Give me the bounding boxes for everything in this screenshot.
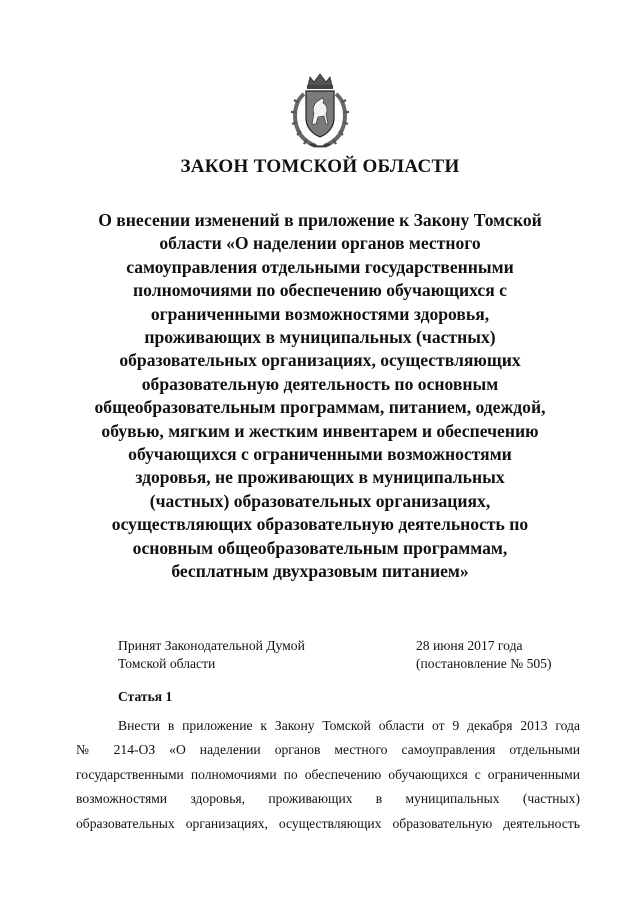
law-title [60,209,580,584]
article-body-line: государственными полномочиями по обеспечению обучающихся с ограниченными [76,766,580,782]
law-title-line: (частных) образовательных организациях, [149,490,491,511]
law-title-line: самоуправления отдельными государственными [126,256,514,277]
law-title-line: основным общеобразовательным программам, [132,537,508,558]
law-title-line: полномочиями по обеспечению обучающихся с [133,280,507,301]
law-title-line: О внесении изменений в приложение к Закону Томской [98,210,542,230]
adopted-by-line: Томской области [118,656,216,671]
law-title-line: образовательных организациях, осуществляющих [119,350,521,371]
article-body-line: образовательных организациях, осуществляющих образовательную деятельность [76,815,580,831]
law-title-line: проживающих в муниципальных (частных) [144,327,496,348]
adoption-date [416,637,552,673]
article-body-line: № 214-ОЗ «О наделении органов местного самоуправления отдельными [76,742,580,758]
law-title-line: осуществляющих образовательную деятельность по [111,514,529,535]
article-body-line: Внести в приложение к Закону Томской области от 9 декабря 2013 года [118,718,580,733]
law-title-line: обувью, мягким и жестким инвентарем и обеспечению [101,420,539,441]
article-heading: Статья 1 [118,689,173,704]
adopted-by [118,637,305,673]
law-title-line: бесплатным двухразовым питанием» [171,561,469,582]
law-title-line: области «О наделении органов местного [159,233,481,254]
document-type-heading: ЗАКОН ТОМСКОЙ ОБЛАСТИ [180,156,460,177]
law-title-line: здоровья, не проживающих в муниципальных [135,467,505,488]
law-title-line: обучающихся с ограниченными возможностями [128,444,512,465]
law-title-line: образовательную деятельность по основным [141,373,499,394]
adoption-date-text: 28 июня 2017 года [416,638,523,653]
adopted-by-line: Принят Законодательной Думой [118,638,305,653]
law-title-line: общеобразовательным программам, питанием, одеждой, [94,397,546,418]
article-body [76,714,580,836]
law-title-line: ограниченными возможностями здоровья, [150,303,490,324]
article-body-line: возможностями здоровья, проживающих в муниципальных (частных) [76,791,580,807]
coat-of-arms-icon [288,72,352,150]
resolution-number: (постановление № 505) [416,656,552,671]
